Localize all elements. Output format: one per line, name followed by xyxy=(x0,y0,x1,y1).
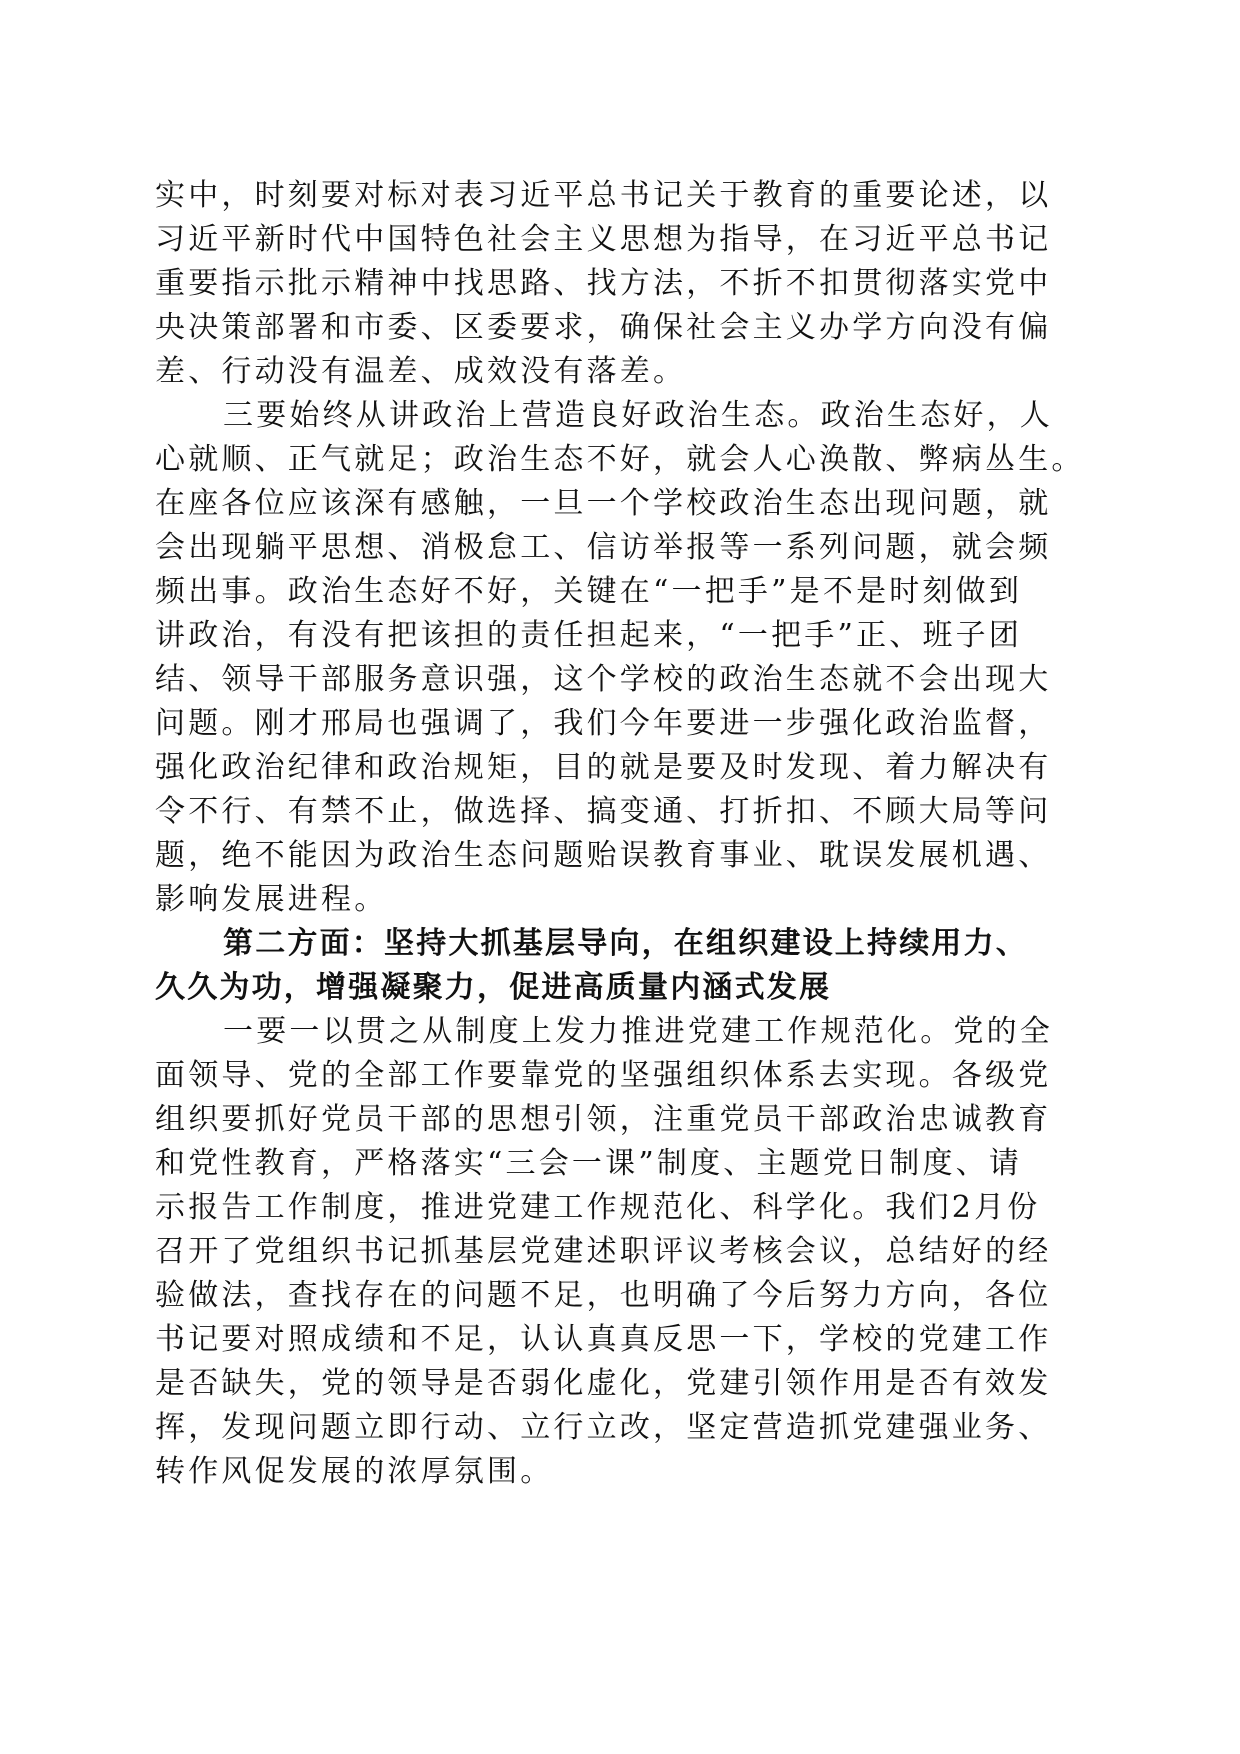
text-line: 重要指示批示精神中找思路、找方法，不折不扣贯彻落实党中 xyxy=(155,266,1052,301)
text-line: 在座各位应该深有感触，一旦一个学校政治生态出现问题，就 xyxy=(155,486,1052,521)
text-line: 会出现躺平思想、消极怠工、信访举报等一系列问题，就会频 xyxy=(155,530,1052,565)
paragraph-start-line: 三要始终从讲政治上营造良好政治生态。政治生态好，人 xyxy=(223,398,1053,433)
text-line: 书记要对照成绩和不足，认认真真反思一下，学校的党建工作 xyxy=(155,1322,1052,1357)
text-line: 题，绝不能因为政治生态问题贻误教育事业、耽误发展机遇、 xyxy=(155,838,1052,873)
text-line: 和党性教育，严格落实“三会一课”制度、主题党日制度、请 xyxy=(155,1146,1023,1181)
text-line: 习近平新时代中国特色社会主义思想为指导，在习近平总书记 xyxy=(155,222,1052,257)
text-line: 是否缺失，党的领导是否弱化虚化，党建引领作用是否有效发 xyxy=(155,1366,1052,1401)
text-line: 心就顺、正气就足；政治生态不好，就会人心涣散、弊病丛生。 xyxy=(155,442,1085,477)
text-line: 转作风促发展的浓厚氛围。 xyxy=(155,1454,554,1489)
text-line: 召开了党组织书记抓基层党建述职评议考核会议，总结好的经 xyxy=(155,1234,1052,1269)
section-heading-line: 第二方面：坚持大抓基层导向，在组织建设上持续用力、 xyxy=(223,926,1028,961)
text-line: 令不行、有禁不止，做选择、搞变通、打折扣、不顾大局等问 xyxy=(155,794,1052,829)
text-line: 结、领导干部服务意识强，这个学校的政治生态就不会出现大 xyxy=(155,662,1052,697)
text-line: 讲政治，有没有把该担的责任担起来，“一把手”正、班子团 xyxy=(155,618,1023,653)
text-line: 强化政治纪律和政治规矩，目的就是要及时发现、着力解决有 xyxy=(155,750,1052,785)
text-line: 实中，时刻要对标对表习近平总书记关于教育的重要论述，以 xyxy=(155,178,1052,213)
text-line: 示报告工作制度，推进党建工作规范化、科学化。我们2月份 xyxy=(155,1190,1041,1225)
paragraph-start-line: 一要一以贯之从制度上发力推进党建工作规范化。党的全 xyxy=(223,1014,1053,1049)
body-text xyxy=(155,174,1085,1494)
text-line: 验做法，查找存在的问题不足，也明确了今后努力方向，各位 xyxy=(155,1278,1052,1313)
text-line: 面领导、党的全部工作要靠党的坚强组织体系去实现。各级党 xyxy=(155,1058,1052,1093)
text-line: 组织要抓好党员干部的思想引领，注重党员干部政治忠诚教育 xyxy=(155,1102,1052,1137)
text-line: 央决策部署和市委、区委要求，确保社会主义办学方向没有偏 xyxy=(155,310,1052,345)
text-line: 频出事。政治生态好不好，关键在“一把手”是不是时刻做到 xyxy=(155,574,1023,609)
text-line: 影响发展进程。 xyxy=(155,882,388,917)
text-line: 挥，发现问题立即行动、立行立改，坚定营造抓党建强业务、 xyxy=(155,1410,1052,1445)
section-heading-line: 久久为功，增强凝聚力，促进高质量内涵式发展 xyxy=(155,970,832,1005)
text-line: 差、行动没有温差、成效没有落差。 xyxy=(155,354,687,389)
text-line: 问题。刚才邢局也强调了，我们今年要进一步强化政治监督， xyxy=(155,706,1052,741)
